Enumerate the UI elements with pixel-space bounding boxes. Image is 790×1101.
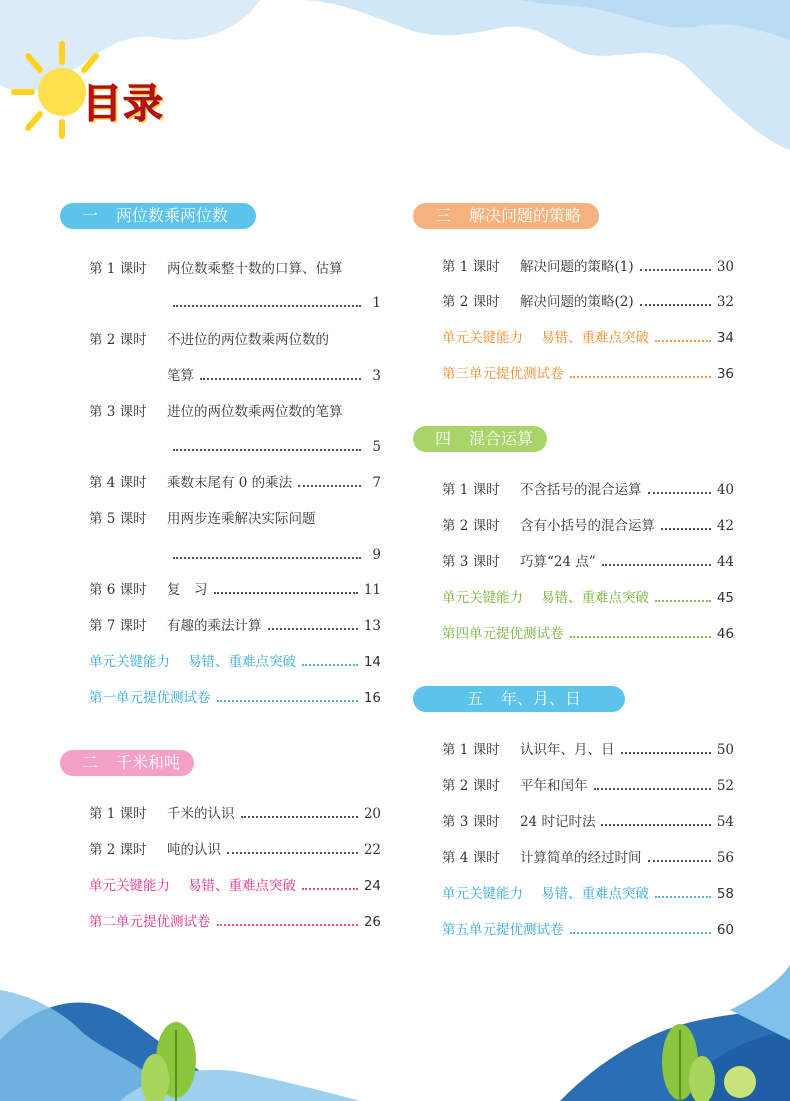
unit-ability-title: 单元关键能力 [442,330,523,346]
page-number: 50 [716,742,734,758]
page-number: 42 [716,518,734,534]
dot-leader [640,269,711,271]
dot-leader [227,852,358,854]
section-title: 混合运算 [469,429,534,448]
dot-leader [570,376,711,378]
lesson-title: 吨的认识 [167,842,221,858]
section-title: 年、月、日 [501,689,582,708]
page-number: 1 [372,295,381,311]
toc-entry-continuation[interactable] [89,366,381,386]
lesson-title: 计算简单的经过时间 [520,850,642,866]
page-number: 34 [716,330,734,346]
lesson-title: 不含括号的混合运算 [520,482,642,498]
lesson-title: 两位数乘整十数的口算、估算 [167,261,343,277]
dot-leader [268,628,358,630]
dot-leader [302,664,358,666]
lesson-label: 第 1 课时 [442,742,500,758]
page-number: 30 [716,259,734,275]
lesson-label: 第 2 课时 [442,778,500,794]
unit-test-title: 第四单元提优测试卷 [442,626,564,642]
section-number: 五 [467,689,484,708]
dot-leader [298,485,361,487]
dot-leader [594,788,711,790]
section-number: 四 [435,429,452,448]
page-number: 44 [716,554,734,570]
page-number: 54 [716,814,734,830]
toc-entry[interactable] [442,848,734,868]
dot-leader [217,700,358,702]
page-number: 3 [372,368,381,384]
lesson-label: 第 4 课时 [442,850,500,866]
toc-entry-unit-ability[interactable] [442,328,734,348]
page-number: 16 [363,690,381,706]
toc-entry[interactable] [442,292,734,312]
dot-leader [217,924,358,926]
page-number: 26 [363,914,381,930]
toc-entry-unit-test[interactable] [89,912,381,932]
toc-entry-unit-ability[interactable] [442,588,734,608]
lesson-title: 有趣的乘法计算 [167,618,262,634]
lesson-label: 第 6 课时 [89,582,147,598]
dot-leader [648,860,711,862]
unit-ability-title: 单元关键能力 [89,878,170,894]
page-number: 14 [363,654,381,670]
toc-entry[interactable] [89,473,381,493]
lesson-label: 第 3 课时 [89,404,147,420]
lesson-title: 认识年、月、日 [520,742,615,758]
toc-entry[interactable] [442,552,734,572]
dot-leader [173,557,361,559]
toc-entry-unit-test[interactable] [442,364,734,384]
dot-leader [570,636,711,638]
toc-entry-continuation[interactable] [89,293,381,313]
page-number: 56 [716,850,734,866]
toc-entry-unit-test[interactable] [442,920,734,940]
lesson-label: 第 2 课时 [442,518,500,534]
lesson-label: 第 5 课时 [89,511,147,527]
page-number: 58 [716,886,734,902]
page-number: 36 [716,366,734,382]
dot-leader [173,449,361,451]
toc-entry[interactable] [442,740,734,760]
unit-ability-title: 单元关键能力 [442,590,523,606]
page-number: 9 [372,547,381,563]
section-title: 解决问题的策略 [469,206,582,225]
page-number: 40 [716,482,734,498]
unit-ability-subtitle: 易错、重难点突破 [188,654,296,670]
dot-leader [640,304,711,306]
page-number: 60 [716,922,734,938]
toc-entry-continuation[interactable] [89,545,381,565]
page-number: 46 [716,626,734,642]
unit-test-title: 第五单元提优测试卷 [442,922,564,938]
page-title: 目录 [82,81,164,127]
lesson-title: 乘数末尾有 0 的乘法 [167,475,293,491]
lesson-title: 平年和闰年 [520,778,588,794]
lesson-label: 第 4 课时 [89,475,147,491]
lesson-title: 不进位的两位数乘两位数的 [167,332,329,348]
page-number: 5 [372,439,381,455]
dot-leader [648,492,711,494]
unit-ability-title: 单元关键能力 [89,654,170,670]
section-header[interactable] [413,686,625,712]
toc-entry[interactable] [442,776,734,796]
lesson-title: 24 时记时法 [520,814,596,830]
toc-entry-unit-ability[interactable] [442,884,734,904]
page-number: 11 [363,582,381,598]
dot-leader [200,378,361,380]
page-number: 24 [363,878,381,894]
dot-leader [655,340,711,342]
toc-entry[interactable] [89,509,381,529]
section-number: 一 [82,206,99,225]
lesson-label: 第 2 课时 [442,294,500,310]
toc-entry[interactable] [89,840,381,860]
dot-leader [621,752,711,754]
page-number: 22 [363,842,381,858]
toc-entry[interactable] [89,804,381,824]
page-number: 45 [716,590,734,606]
dot-leader [655,600,711,602]
lesson-title-continued: 笔算 [167,368,194,384]
lesson-title: 含有小括号的混合运算 [520,518,655,534]
dot-leader [601,824,710,826]
page-number: 32 [716,294,734,310]
unit-ability-title: 单元关键能力 [442,886,523,902]
tree-icon [141,1022,196,1101]
lesson-label: 第 3 课时 [442,554,500,570]
toc-entry[interactable] [89,330,381,350]
lesson-title: 千米的认识 [167,806,235,822]
lesson-title: 解决问题的策略(2) [520,294,634,310]
unit-ability-subtitle: 易错、重难点突破 [541,330,649,346]
toc-entry[interactable] [89,616,381,636]
toc-entry-unit-test[interactable] [442,624,734,644]
section-number: 二 [82,753,99,772]
dot-leader [602,564,711,566]
lesson-title: 复 习 [167,582,208,598]
section-header[interactable] [413,426,547,452]
section-header[interactable] [413,203,599,229]
dot-leader [302,888,358,890]
lesson-title: 用两步连乘解决实际问题 [167,511,316,527]
lesson-label: 第 2 课时 [89,842,147,858]
dot-leader [241,816,358,818]
dot-leader [214,592,358,594]
unit-test-title: 第一单元提优测试卷 [89,690,211,706]
page-number: 20 [363,806,381,822]
toc-entry[interactable] [442,812,734,832]
toc-entry-continuation[interactable] [89,437,381,457]
dot-leader [173,305,361,307]
toc-entry[interactable] [442,516,734,536]
unit-ability-subtitle: 易错、重难点突破 [541,590,649,606]
section-title: 两位数乘两位数 [116,206,229,225]
lesson-title: 巧算“24 点” [520,554,596,570]
lesson-label: 第 7 课时 [89,618,147,634]
dot-leader [661,528,711,530]
toc-entry[interactable] [89,580,381,600]
toc-entry[interactable] [442,480,734,500]
lesson-title: 进位的两位数乘两位数的笔算 [167,404,343,420]
lesson-label: 第 1 课时 [89,806,147,822]
section-header[interactable] [60,203,256,229]
lesson-label: 第 1 课时 [442,482,500,498]
lesson-label: 第 1 课时 [442,259,500,275]
toc-entry[interactable] [89,402,381,422]
page-number: 13 [363,618,381,634]
lesson-label: 第 2 课时 [89,332,147,348]
toc-entry-unit-test[interactable] [89,688,381,708]
lesson-label: 第 1 课时 [89,261,147,277]
unit-test-title: 第三单元提优测试卷 [442,366,564,382]
page-number: 7 [372,475,381,491]
lesson-title: 解决问题的策略(1) [520,259,634,275]
toc-entry-unit-ability[interactable] [89,652,381,672]
toc-entry[interactable] [89,259,381,279]
unit-test-title: 第二单元提优测试卷 [89,914,211,930]
toc-entry[interactable] [442,257,734,277]
unit-ability-subtitle: 易错、重难点突破 [188,878,296,894]
page-number: 52 [716,778,734,794]
section-title: 千米和吨 [116,753,181,772]
dot-leader [570,932,711,934]
unit-ability-subtitle: 易错、重难点突破 [541,886,649,902]
toc-entry-unit-ability[interactable] [89,876,381,896]
section-header[interactable] [60,750,194,776]
lesson-label: 第 3 课时 [442,814,500,830]
dot-leader [655,896,711,898]
section-number: 三 [435,206,452,225]
